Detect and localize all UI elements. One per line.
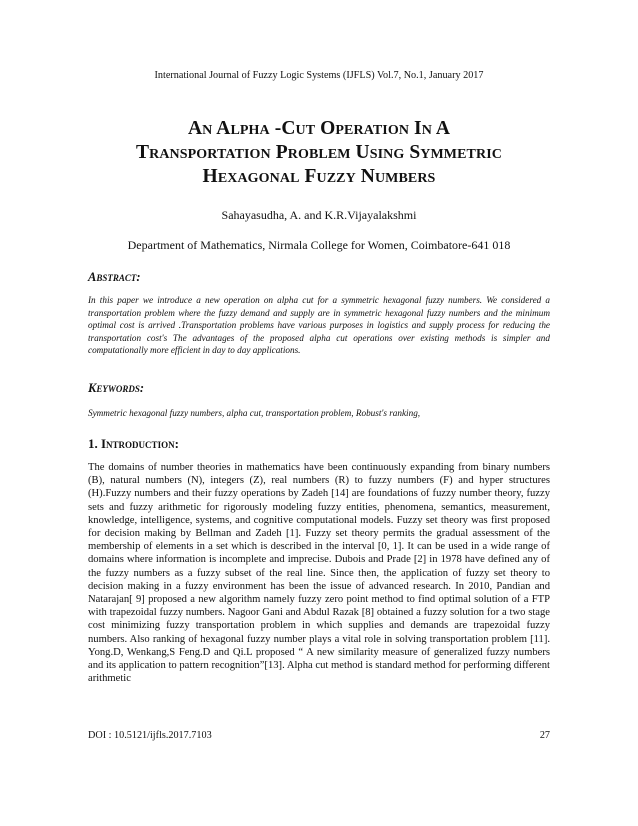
- title-line-2: Transportation Problem Using Symmetric: [136, 142, 502, 163]
- keywords-heading: Keywords:: [88, 381, 145, 395]
- page-number: 27: [539, 730, 550, 741]
- authors: Sahayasudha, A. and K.R.Vijayalakshmi: [221, 208, 417, 222]
- journal-header: International Journal of Fuzzy Logic Systems (IJFLS) Vol.7, No.1, January 2017: [154, 70, 484, 81]
- doi: DOI : 10.5121/ijfls.2017.7103: [88, 730, 212, 741]
- abstract-heading: Abstract:: [88, 270, 141, 284]
- introduction-body: The domains of number theories in mathematics have been continuously expanding from binary numbers (B), natural numbers (N), integers (Z), real numbers (R) to fuzzy numbers (F) and hyper structures (H).Fuzzy numbers and their fuzzy operations by Zadeh [14] are foundations of fuzzy number theory, fuzzy sets and fuzzy arithmetic for rigorously modeling fuzzy entities, phenomena, semantics, measurement, knowledge, intelligence, systems, and cognitive computational models. Fuzzy set theory was first proposed for decision making by Bellman and Zadeh [1]. Fuzzy set theory permits the gradual assessment of the membership of elements in a set which is described in the interval [0, 1]. It can be used in a wide range of domains where information is incomplete and imprecise. Dubois and Prade [2] in 1978 have defined any of the fuzzy numbers as a fuzzy subset of the real line. Since then, the application of fuzzy set theory to decision making in a fuzzy environment has been the issue of advanced research. In 2010, Pandian and Natarajan[ 9] proposed a new algorithm namely fuzzy zero point method to find optimal solution of a FTP with trapezoidal fuzzy numbers. Nagoor Gani and Abdul Razak [8] obtained a fuzzy solution for a two stage cost minimizing fuzzy transportation problem in which supplies and demands are trapezoidal fuzzy numbers. Also ranking of hexagonal fuzzy number plays a vital role in solving transportation problem [11]. Yong.D, Wenkang,S Feng.D and Qi.L proposed “ A new similarity measure of generalized fuzzy numbers and its application to pattern recognition”[13]. Alpha cut method is standard method for performing different arithmetic: [88, 462, 550, 685]
- affiliation: Department of Mathematics, Nirmala College for Women, Coimbatore-641 018: [127, 238, 511, 252]
- title-line-3: Hexagonal Fuzzy Numbers: [202, 166, 436, 187]
- page-footer: [88, 730, 550, 741]
- title-line-1: An Alpha -Cut Operation In A: [187, 118, 451, 139]
- introduction-heading: 1. Introduction:: [88, 436, 179, 451]
- paper-title: [88, 117, 550, 189]
- abstract-body: In this paper we introduce a new operation on alpha cut for a symmetric hexagonal fuzzy numbers. We considered a transportation problem where the fuzzy demand and supply are in symmetric hexagonal fuzzy numbers and the minimum optimal cost is arrived .Transportation problems have various purposes in logistics and supply process for reducing the transportation cost's The advantages of the proposed alpha cut operations over existing methods is simpler and computationally more efficient in day to day applications.: [88, 295, 550, 356]
- keywords-body: Symmetric hexagonal fuzzy numbers, alpha cut, transportation problem, Robust's ranking,: [88, 408, 421, 418]
